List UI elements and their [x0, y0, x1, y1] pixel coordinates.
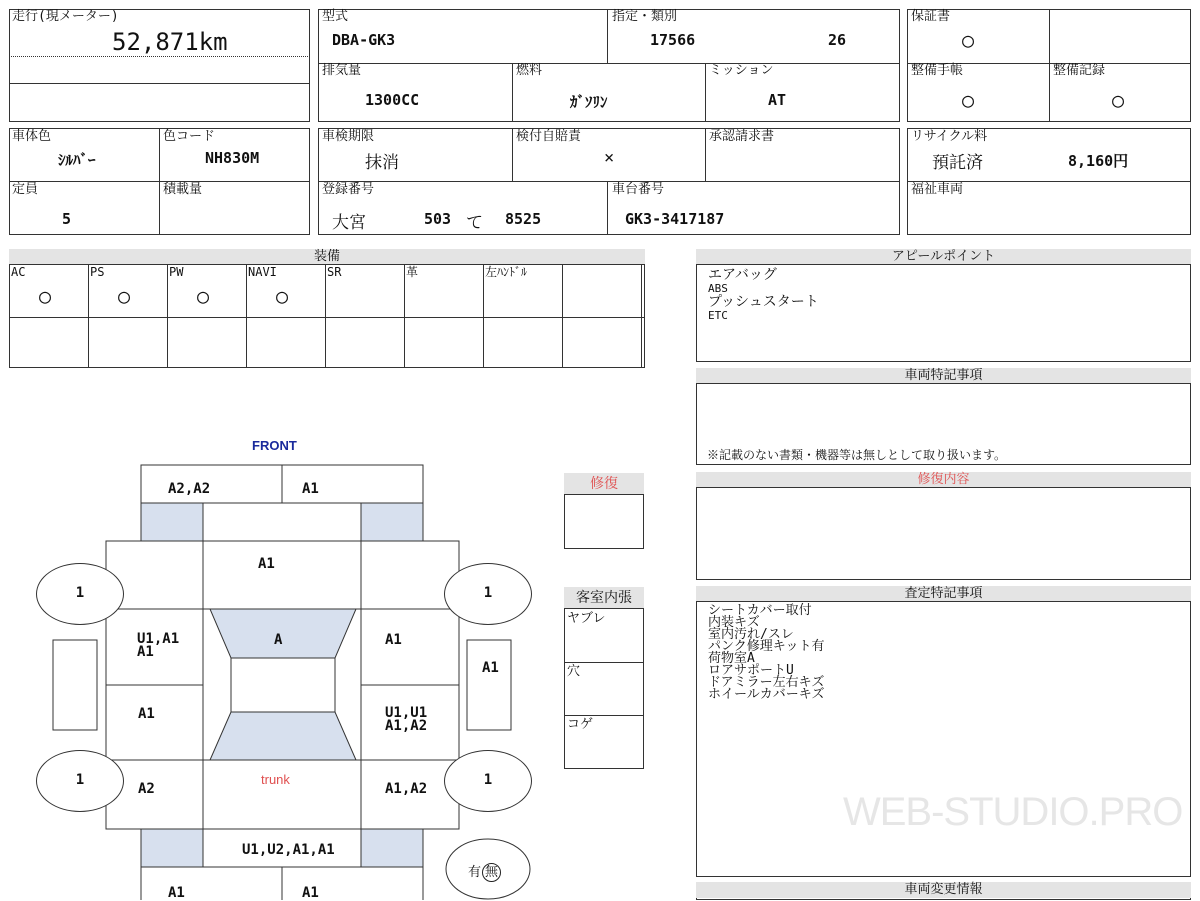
- recycling-label: リサイクル料: [911, 129, 988, 144]
- interior-tear-label: ヤブレ: [567, 611, 606, 626]
- displacement-value: 1300CC: [365, 91, 420, 109]
- equipment-label: PW: [169, 265, 184, 279]
- appeal-lines: [708, 267, 819, 321]
- inspection-value: 抹消: [365, 153, 399, 173]
- chassis-label: 車台番号: [612, 182, 665, 197]
- inspection-label: 車検期限: [322, 129, 375, 144]
- color-code-label: 色コード: [163, 129, 216, 144]
- mileage-box: [9, 9, 310, 122]
- appeal-line: プッシュスタート: [708, 294, 819, 310]
- liability-label: 検付自賠責: [516, 129, 582, 144]
- maintenance-record-label: 整備記録: [1053, 63, 1106, 78]
- registration-kana: て: [466, 213, 483, 233]
- tire-front-right: 1: [444, 563, 532, 625]
- interior-hole-label: 穴: [567, 664, 581, 679]
- right-rear-fender-grade: A1,A2: [385, 781, 428, 797]
- registration-label: 登録番号: [322, 182, 375, 197]
- warranty-label: 保証書: [911, 9, 951, 24]
- appraisal-line: ホイールカバーキズ: [708, 687, 825, 702]
- interior-title: 客室内張: [564, 587, 644, 609]
- fuel-value: ｶﾞｿﾘﾝ: [570, 93, 608, 111]
- equipment-label: 革: [406, 265, 419, 279]
- recycling-amount: 8,160円: [1068, 152, 1129, 170]
- warranty-value: ○: [962, 28, 975, 52]
- right-mirror-grade: A1: [482, 660, 499, 676]
- recycling-status: 預託済: [932, 153, 983, 173]
- chassis-value: GK3-3417187: [625, 210, 725, 228]
- appeal-title: アピールポイント: [696, 249, 1191, 265]
- welfare-label: 福祉車両: [911, 182, 964, 197]
- trunk-label: trunk: [261, 772, 290, 787]
- diagram-front-label: FRONT: [252, 438, 297, 453]
- category-number: 26: [828, 31, 847, 49]
- appraisal-line: 荷物室A: [708, 651, 755, 666]
- maintenance-notebook-label: 整備手帳: [911, 63, 964, 78]
- designation-label: 指定・類別: [612, 9, 678, 24]
- fuel-label: 燃料: [516, 63, 543, 78]
- vehicle-notes-text: ※記載のない書類・機器等は無しとして取り扱います。: [707, 448, 1007, 462]
- maintenance-notebook-value: ○: [962, 88, 975, 112]
- interior-burn-label: コゲ: [567, 717, 594, 732]
- equipment-title: 装備: [9, 249, 645, 265]
- left-rear-fender-grade: A2: [138, 781, 155, 797]
- transmission-value: AT: [768, 91, 787, 109]
- spare-no-label: 無: [482, 863, 501, 882]
- front-bumper-left-grade: A2,A2: [168, 481, 211, 497]
- rear-left-grade: A1: [168, 885, 185, 901]
- watermark: WEB-STUDIO.PRO: [843, 790, 1183, 834]
- appraisal-lines: [708, 605, 824, 701]
- color-code-value: NH830M: [205, 149, 260, 167]
- rear-bumper-grade: U1,U2,A1,A1: [242, 842, 335, 858]
- capacity-value: 5: [62, 210, 72, 228]
- car-diagram: [0, 460, 560, 900]
- mileage-label: 走行(現メーター): [12, 9, 119, 24]
- appraisal-line: ドアミラー左右キズ: [708, 675, 825, 690]
- appraisal-line: 内装キズ: [708, 615, 760, 630]
- appraisal-line: パンク修理キット有: [708, 639, 825, 654]
- left-front-door-grade: U1,A1 A1: [137, 631, 180, 660]
- hood-grade: A1: [258, 556, 275, 572]
- appraisal-line: 室内汚れ/スレ: [708, 627, 794, 642]
- repair-detail-title: 修復内容: [696, 472, 1191, 488]
- equipment-label: PS: [90, 265, 105, 279]
- tire-rear-left: 1: [36, 750, 124, 812]
- equipment-label: SR: [327, 265, 342, 279]
- capacity-label: 定員: [12, 182, 39, 197]
- equipment-label: 左ﾊﾝﾄﾞﾙ: [485, 265, 528, 279]
- tire-front-left: 1: [36, 563, 124, 625]
- body-color-label: 車体色: [12, 129, 52, 144]
- displacement-label: 排気量: [322, 63, 362, 78]
- mileage-value: 52,871km: [112, 28, 228, 56]
- change-info-title: 車両変更情報: [696, 882, 1191, 898]
- appraisal-title: 査定特記事項: [696, 586, 1191, 602]
- maintenance-record-value: ○: [1112, 88, 1125, 112]
- model-value: DBA-GK3: [332, 31, 396, 49]
- registration-area: 大宮: [332, 213, 366, 233]
- tire-rear-right: 1: [444, 750, 532, 812]
- vehicle-notes-title: 車両特記事項: [696, 368, 1191, 384]
- body-color-value: ｼﾙﾊﾞｰ: [58, 151, 96, 169]
- right-rear-door-grade: U1,U1 A1,A2: [385, 705, 428, 734]
- front-bumper-right-grade: A1: [302, 481, 319, 497]
- registration-class: 503: [424, 210, 452, 228]
- appraisal-line: シートカバー取付: [708, 603, 812, 618]
- equipment-label: AC: [11, 265, 26, 279]
- approval-label: 承認請求書: [709, 129, 775, 144]
- repair-detail-box: [696, 472, 1191, 580]
- liability-value: ×: [604, 148, 615, 168]
- repair-title: 修復: [564, 473, 644, 495]
- load-capacity-label: 積載量: [163, 182, 203, 197]
- spare-tire-indicator: [468, 861, 501, 882]
- rear-right-grade: A1: [302, 885, 319, 901]
- designation-number: 17566: [650, 31, 696, 49]
- equipment-value: ○: [118, 284, 131, 308]
- equipment-value: ○: [197, 284, 210, 308]
- equipment-value: ○: [276, 284, 289, 308]
- registration-number: 8525: [505, 210, 542, 228]
- equipment-label: NAVI: [248, 265, 277, 279]
- left-rear-door-grade: A1: [138, 706, 155, 722]
- appeal-line: ETC: [708, 309, 728, 322]
- right-front-door-grade: A1: [385, 632, 402, 648]
- model-label: 型式: [322, 9, 349, 24]
- roof-grade: A: [274, 632, 283, 648]
- appeal-line: エアバッグ: [708, 267, 777, 283]
- spare-yes-label: 有: [468, 865, 482, 880]
- transmission-label: ミッション: [709, 63, 774, 78]
- appeal-line: ABS: [708, 282, 728, 295]
- equipment-value: ○: [39, 284, 52, 308]
- appraisal-line: ロアサポートU: [708, 663, 794, 678]
